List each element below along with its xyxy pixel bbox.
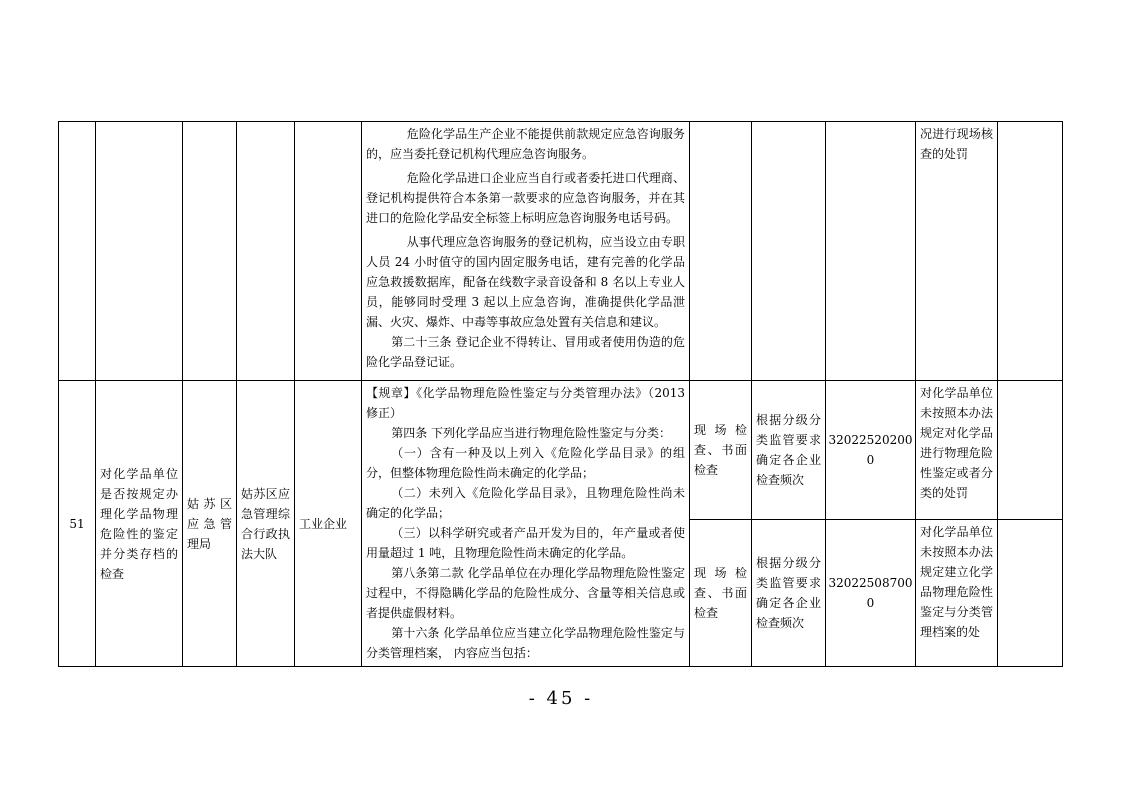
- cell-frequency: 根据分级分类监管要求确定各企业检查频次: [752, 520, 826, 667]
- cell-item: 对化学品单位是否按规定办理化学品物理危险性的鉴定并分类存档的检查: [96, 381, 183, 667]
- cell-number: 51: [59, 381, 96, 667]
- inspection-table: [58, 121, 1063, 667]
- basis-paragraph: 危险化学品生产企业不能提供前款规定应急咨询服务的，应当委托登记机构代理应急咨询服务。: [366, 127, 685, 161]
- cell-target-empty: [295, 122, 362, 381]
- cell-frequency: 根据分级分类监管要求确定各企业检查频次: [752, 381, 826, 520]
- cell-department: 姑苏区应急管理局: [183, 381, 237, 667]
- cell-executor-empty: [237, 122, 295, 381]
- basis-paragraph: 第八条第二款 化学品单位在办理化学品物理危险性鉴定过程中，不得隐瞒化学品的危险性成分、含量等相关信息或者提供虚假材料。: [366, 566, 685, 620]
- basis-paragraph: 【规章】《化学品物理危险性鉴定与分类管理办法》（2013 修正）: [366, 386, 685, 420]
- cell-penalty: 对化学品单位未按照本办法规定建立化学品物理危险性鉴定与分类管理档案的处: [916, 520, 998, 667]
- table-row-51: [59, 381, 1063, 520]
- cell-legal-basis: [362, 381, 690, 667]
- cell-item-empty: [96, 122, 183, 381]
- cell-method: 现场检查、书面检查: [690, 381, 752, 520]
- cell-legal-basis-continued: [362, 122, 690, 381]
- basis-paragraph: （三）以科学研究或者产品开发为目的，年产量或者使用量超过 1 吨，且物理危险性尚未确定的化学品。: [366, 526, 685, 560]
- basis-paragraph: 从事代理应急咨询服务的登记机构，应当设立由专职人员 24 小时值守的国内固定服务电话，建有完善的化学品应急救援数据库，配备在线数字录音设备和 8 名以上专业人员，能够同时受理 3 起以上应急咨询，准确提供化学品泄漏、火灾、爆炸、中毒等事故应急处置有关信息和建议。: [366, 235, 685, 329]
- cell-remarks-empty: [998, 122, 1063, 381]
- basis-paragraph: 第二十三条 登记企业不得转让、冒用或者使用伪造的危险化学品登记证。: [366, 335, 685, 369]
- cell-remarks-empty: [998, 520, 1063, 667]
- basis-paragraph: 第十六条 化学品单位应当建立化学品物理危险性鉴定与分类管理档案， 内容应当包括：: [366, 626, 685, 660]
- cell-frequency-empty: [752, 122, 826, 381]
- basis-paragraph: 第四条 下列化学品应当进行物理危险性鉴定与分类：: [391, 426, 672, 440]
- cell-number-empty: [59, 122, 96, 381]
- cell-remarks-empty: [998, 381, 1063, 520]
- cell-target: 工业企业: [295, 381, 362, 667]
- cell-penalty: 对化学品单位未按照本办法规定对化学品进行物理危险性鉴定或者分类的处罚: [916, 381, 998, 520]
- cell-method: 现场检查、书面检查: [690, 520, 752, 667]
- cell-code: 320225087000: [826, 520, 916, 667]
- cell-code-empty: [826, 122, 916, 381]
- basis-paragraph: （一）含有一种及以上列入《危险化学品目录》的组分，但整体物理危险性尚未确定的化学品；: [366, 446, 685, 480]
- page-number: - 45 -: [528, 688, 594, 709]
- table-row-continued: [59, 122, 1063, 381]
- cell-method-empty: [690, 122, 752, 381]
- cell-code: 320225202000: [826, 381, 916, 520]
- basis-paragraph: （二）未列入《危险化学品目录》，且物理危险性尚未确定的化学品；: [366, 486, 685, 520]
- cell-penalty-continued: 况进行现场核查的处罚: [916, 122, 998, 381]
- cell-department-empty: [183, 122, 237, 381]
- basis-paragraph: 危险化学品进口企业应当自行或者委托进口代理商、登记机构提供符合本条第一款要求的应急咨询服务，并在其进口的危险化学品安全标签上标明应急咨询服务电话号码。: [366, 171, 685, 225]
- cell-executor: 姑苏区应急管理综合行政执法大队: [237, 381, 295, 667]
